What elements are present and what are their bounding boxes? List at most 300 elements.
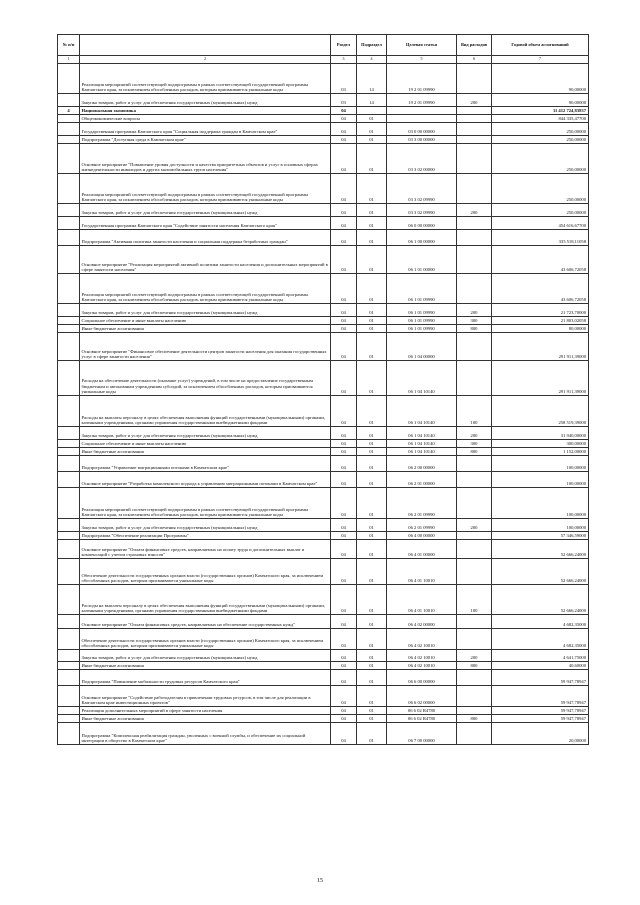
row-target-article: 06 1 01 09990 xyxy=(387,274,457,304)
row-expense-type xyxy=(457,246,492,274)
row-name: Иные бюджетные ассигнования xyxy=(80,448,331,456)
row-amount: 59 947,78947 xyxy=(492,715,589,723)
row-name: Реализация мероприятий соответствующей подпрограммы в рамках соответствующей государственной программы Камчатского края, за исключением обособленных расходов, которым присваиваются уникальные коды xyxy=(80,64,331,94)
row-number xyxy=(58,217,80,230)
column-index: 1 xyxy=(58,56,80,64)
row-target-article: 06 4 02 10010 xyxy=(387,629,457,650)
row-target-article xyxy=(387,107,457,115)
page-number: 15 xyxy=(317,878,323,884)
row-number xyxy=(58,670,80,686)
row-expense-type: 300 xyxy=(457,440,492,448)
row-podrazdel: 01 xyxy=(357,629,387,650)
row-razdel: 04 xyxy=(331,274,357,304)
row-target-article: 06 4 02 10010 xyxy=(387,650,457,662)
row-name: Обеспечение деятельности государственных органов власти (государственных органов) Камчатского края, за исключением обособленных расходов, которым присваиваются уникальные коды xyxy=(80,559,331,585)
row-target-article: 06 1 04 10140 xyxy=(387,361,457,396)
row-podrazdel: 01 xyxy=(357,274,387,304)
row-expense-type xyxy=(457,707,492,715)
row-number xyxy=(58,325,80,333)
table-row xyxy=(58,559,589,585)
table-row xyxy=(58,723,589,745)
table-row xyxy=(58,662,589,670)
row-number xyxy=(58,64,80,94)
row-podrazdel: 01 xyxy=(357,723,387,745)
row-razdel: 04 xyxy=(331,304,357,317)
row-target-article: 06 1 01 09990 xyxy=(387,304,457,317)
row-podrazdel: 01 xyxy=(357,246,387,274)
row-razdel: 04 xyxy=(331,333,357,361)
row-expense-type: 100 xyxy=(457,585,492,615)
row-name: Расходы на выплаты персоналу в целях обеспечения выполнения функций государственными (муниципальными) органами, казенными учреждениями, органами управления государственными внебюджетными фондами xyxy=(80,585,331,615)
row-target-article: 06 1 00 00000 xyxy=(387,230,457,246)
row-target-article: 06 2 01 00000 xyxy=(387,472,457,488)
row-podrazdel: 01 xyxy=(357,448,387,456)
row-target-article: 03 0 00 00000 xyxy=(387,123,457,136)
row-name: Закупка товаров, работ и услуг для обеспечения государственных (муниципальных) нужд xyxy=(80,204,331,217)
table-row xyxy=(58,174,589,204)
row-name: Обеспечение деятельности государственных органов власти (государственных органов) Камчатского края, за исключением обособленных расходов, которым присваиваются уникальные коды xyxy=(80,629,331,650)
row-podrazdel: 01 xyxy=(357,715,387,723)
row-amount: 291 911,39000 xyxy=(492,361,589,396)
row-razdel: 03 xyxy=(331,94,357,107)
table-row xyxy=(58,532,589,540)
column-index: 2 xyxy=(80,56,331,64)
row-podrazdel: 01 xyxy=(357,174,387,204)
row-podrazdel: 01 xyxy=(357,615,387,629)
row-amount: 20,00000 xyxy=(492,723,589,745)
row-number xyxy=(58,304,80,317)
row-amount: 57 346,59000 xyxy=(492,532,589,540)
row-number xyxy=(58,488,80,519)
row-amount: 4 682,35000 xyxy=(492,615,589,629)
row-number xyxy=(58,204,80,217)
row-expense-type xyxy=(457,472,492,488)
table-row xyxy=(58,472,589,488)
row-razdel: 04 xyxy=(331,519,357,532)
table-row xyxy=(58,361,589,396)
row-amount: 250,00000 xyxy=(492,123,589,136)
row-amount: 258 519,39000 xyxy=(492,396,589,427)
row-expense-type: 800 xyxy=(457,448,492,456)
row-podrazdel xyxy=(357,107,387,115)
row-expense-type xyxy=(457,488,492,519)
row-amount: 454 616,67700 xyxy=(492,217,589,230)
row-amount: 250,00000 xyxy=(492,136,589,144)
row-expense-type: 200 xyxy=(457,427,492,440)
row-podrazdel: 01 xyxy=(357,662,387,670)
row-expense-type xyxy=(457,230,492,246)
row-razdel: 04 xyxy=(331,217,357,230)
header-target-article: Целевая статья xyxy=(387,35,457,56)
row-amount: 291 911,39000 xyxy=(492,333,589,361)
row-razdel: 04 xyxy=(331,686,357,707)
row-name: Государственная программа Камчатского края "Содействие занятости населения Камчатского края" xyxy=(80,217,331,230)
row-expense-type: 200 xyxy=(457,650,492,662)
row-name: Основное мероприятие "Реализация мероприятий активной политики занятости населения и дополнительных мероприятий в сфере занятости населения" xyxy=(80,246,331,274)
row-name: Национальная экономика xyxy=(80,107,331,115)
table-row xyxy=(58,107,589,115)
row-number xyxy=(58,246,80,274)
row-name: Государственная программа Камчатского края "Социальная поддержка граждан в Камчатском крае" xyxy=(80,123,331,136)
row-expense-type xyxy=(457,64,492,94)
row-podrazdel: 01 xyxy=(357,585,387,615)
row-number xyxy=(58,540,80,559)
row-expense-type xyxy=(457,629,492,650)
row-podrazdel: 01 xyxy=(357,123,387,136)
row-podrazdel: 01 xyxy=(357,230,387,246)
row-number xyxy=(58,532,80,540)
table-row xyxy=(58,650,589,662)
row-razdel: 04 xyxy=(331,650,357,662)
row-podrazdel: 01 xyxy=(357,144,387,174)
row-amount: 59 947,78947 xyxy=(492,707,589,715)
row-amount: 90,00000 xyxy=(492,94,589,107)
row-amount: 250,00000 xyxy=(492,174,589,204)
row-target-article: 06 1 01 09990 xyxy=(387,325,457,333)
row-name: Иные бюджетные ассигнования xyxy=(80,715,331,723)
row-number xyxy=(58,723,80,745)
row-razdel: 04 xyxy=(331,472,357,488)
row-podrazdel: 01 xyxy=(357,396,387,427)
table-row xyxy=(58,246,589,274)
row-expense-type: 800 xyxy=(457,325,492,333)
row-number xyxy=(58,333,80,361)
budget-allocation-table xyxy=(57,34,589,745)
row-razdel: 04 xyxy=(331,448,357,456)
row-name: Расходы на обеспечение деятельности (оказание услуг) учреждений, в том числе на предоставление государственным бюджетным и автономным учреждениям субсидий, за исключением обособленных расходов, которым присваиваются уникальные коды xyxy=(80,361,331,396)
row-target-article: 06 1 04 10140 xyxy=(387,396,457,427)
row-amount: 4 641,75000 xyxy=(492,650,589,662)
row-podrazdel: 01 xyxy=(357,532,387,540)
table-row xyxy=(58,440,589,448)
table-row xyxy=(58,217,589,230)
row-target-article: 06 7 00 00000 xyxy=(387,723,457,745)
row-amount: 250,00000 xyxy=(492,144,589,174)
row-name: Общеэкономические вопросы xyxy=(80,115,331,123)
row-target-article: 03 3 02 09990 xyxy=(387,204,457,217)
column-index: 3 xyxy=(331,56,357,64)
table-row xyxy=(58,707,589,715)
row-target-article: 06 1 04 10140 xyxy=(387,448,457,456)
row-number xyxy=(58,317,80,325)
row-target-article: 03 3 00 00000 xyxy=(387,136,457,144)
row-podrazdel: 01 xyxy=(357,136,387,144)
table-row xyxy=(58,488,589,519)
row-expense-type xyxy=(457,217,492,230)
row-podrazdel: 01 xyxy=(357,559,387,585)
row-number xyxy=(58,396,80,427)
row-razdel: 04 xyxy=(331,123,357,136)
row-amount: 59 947,78947 xyxy=(492,670,589,686)
row-expense-type xyxy=(457,274,492,304)
row-expense-type: 800 xyxy=(457,715,492,723)
row-razdel: 04 xyxy=(331,670,357,686)
table-row xyxy=(58,230,589,246)
row-amount: 100,00000 xyxy=(492,456,589,472)
row-number xyxy=(58,662,80,670)
row-name: Основное мероприятие "Разработка комплексного подхода к управлению миграционными потоками в Камчатском крае" xyxy=(80,472,331,488)
row-number xyxy=(58,715,80,723)
column-index: 5 xyxy=(387,56,457,64)
row-name: Реализация дополнительных мероприятий в сфере занятости населения xyxy=(80,707,331,715)
table-row xyxy=(58,615,589,629)
row-podrazdel: 01 xyxy=(357,540,387,559)
row-target-article: 06 6 02 R4780 xyxy=(387,707,457,715)
row-amount: 43 606,72058 xyxy=(492,246,589,274)
row-razdel: 03 xyxy=(331,64,357,94)
row-expense-type xyxy=(457,144,492,174)
row-razdel: 04 xyxy=(331,488,357,519)
row-podrazdel: 01 xyxy=(357,217,387,230)
table-row xyxy=(58,396,589,427)
row-amount: 4 682,35000 xyxy=(492,629,589,650)
row-target-article: 06 1 01 09990 xyxy=(387,317,457,325)
header-expense-type: Вид расходов xyxy=(457,35,492,56)
row-amount: 52 666,24000 xyxy=(492,559,589,585)
table-row xyxy=(58,317,589,325)
row-expense-type xyxy=(457,615,492,629)
row-razdel: 04 xyxy=(331,585,357,615)
row-razdel: 04 xyxy=(331,317,357,325)
table-row xyxy=(58,304,589,317)
row-number xyxy=(58,650,80,662)
row-target-article: 06 4 00 00000 xyxy=(387,532,457,540)
row-number xyxy=(58,230,80,246)
row-target-article: 06 2 01 09990 xyxy=(387,519,457,532)
row-name: Основное мероприятие "Оплата финансовых средств, направляемых на обеспечение государственных нужд" xyxy=(80,615,331,629)
table-row xyxy=(58,115,589,123)
row-expense-type: 100 xyxy=(457,396,492,427)
row-razdel: 04 xyxy=(331,715,357,723)
row-amount: 1 152,00000 xyxy=(492,448,589,456)
row-amount: 52 666,24000 xyxy=(492,540,589,559)
row-name: Основное мероприятие "Оплата финансовых средств, направляемых на оплату труда и дополнительных выплат и компенсаций с учетом страховых взносов" xyxy=(80,540,331,559)
row-podrazdel: 01 xyxy=(357,333,387,361)
row-podrazdel: 14 xyxy=(357,64,387,94)
row-expense-type: 200 xyxy=(457,304,492,317)
row-razdel: 04 xyxy=(331,427,357,440)
row-amount: 40,60000 xyxy=(492,662,589,670)
row-amount: 250,00000 xyxy=(492,204,589,217)
row-podrazdel: 01 xyxy=(357,115,387,123)
row-amount: 300,00000 xyxy=(492,440,589,448)
row-podrazdel: 01 xyxy=(357,304,387,317)
row-amount: 90,00000 xyxy=(492,64,589,94)
row-expense-type xyxy=(457,136,492,144)
row-target-article: 06 4 01 10010 xyxy=(387,559,457,585)
row-expense-type xyxy=(457,686,492,707)
row-number xyxy=(58,456,80,472)
row-podrazdel: 01 xyxy=(357,519,387,532)
row-razdel: 04 xyxy=(331,325,357,333)
row-number xyxy=(58,123,80,136)
row-podrazdel: 01 xyxy=(357,488,387,519)
row-expense-type: 200 xyxy=(457,519,492,532)
row-expense-type: 800 xyxy=(457,662,492,670)
row-expense-type xyxy=(457,723,492,745)
row-target-article: 06 6 02 R4780 xyxy=(387,715,457,723)
table-row xyxy=(58,427,589,440)
table-row xyxy=(58,629,589,650)
table-row xyxy=(58,123,589,136)
row-name: Расходы на выплаты персоналу в целях обеспечения выполнения функций государственными (муниципальными) органами, казенными учреждениями, органами управления государственными внебюджетными фондами xyxy=(80,396,331,427)
row-amount: 31 940,00000 xyxy=(492,427,589,440)
row-target-article: 06 4 01 00000 xyxy=(387,540,457,559)
row-target-article: 06 1 04 00000 xyxy=(387,333,457,361)
column-index: 7 xyxy=(492,56,589,64)
row-podrazdel: 14 xyxy=(357,94,387,107)
row-amount: 100,00000 xyxy=(492,519,589,532)
row-number xyxy=(58,94,80,107)
row-name: Подпрограмма "Активная политика занятости населения и социальная поддержка безработных граждан" xyxy=(80,230,331,246)
row-name: Закупка товаров, работ и услуг для обеспечения государственных (муниципальных) нужд xyxy=(80,519,331,532)
row-target-article xyxy=(387,115,457,123)
row-podrazdel: 01 xyxy=(357,670,387,686)
table-row xyxy=(58,94,589,107)
budget-table-sheet xyxy=(57,34,588,745)
row-expense-type xyxy=(457,123,492,136)
row-number xyxy=(58,472,80,488)
row-razdel: 04 xyxy=(331,361,357,396)
table-row xyxy=(58,204,589,217)
column-index: 6 xyxy=(457,56,492,64)
row-target-article: 03 3 02 00000 xyxy=(387,144,457,174)
row-expense-type xyxy=(457,456,492,472)
row-amount: 43 606,72058 xyxy=(492,274,589,304)
row-razdel: 04 xyxy=(331,115,357,123)
row-razdel: 04 xyxy=(331,204,357,217)
row-podrazdel: 01 xyxy=(357,686,387,707)
row-name: Подпрограмма "Управление миграционными потоками в Камчатском крае" xyxy=(80,456,331,472)
row-number xyxy=(58,629,80,650)
row-razdel: 04 xyxy=(331,532,357,540)
row-target-article: 06 1 01 00000 xyxy=(387,246,457,274)
table-row xyxy=(58,64,589,94)
column-index: 4 xyxy=(357,56,387,64)
header-name xyxy=(80,35,331,56)
row-expense-type xyxy=(457,559,492,585)
row-podrazdel: 01 xyxy=(357,325,387,333)
row-podrazdel: 01 xyxy=(357,440,387,448)
row-name: Подпрограмма "Повышение мобильности трудовых ресурсов Камчатского края" xyxy=(80,670,331,686)
row-number xyxy=(58,585,80,615)
row-razdel: 04 xyxy=(331,174,357,204)
row-razdel: 04 xyxy=(331,723,357,745)
row-target-article: 06 4 02 00000 xyxy=(387,615,457,629)
row-razdel: 04 xyxy=(331,629,357,650)
row-razdel: 04 xyxy=(331,662,357,670)
row-name: Иные бюджетные ассигнования xyxy=(80,325,331,333)
row-target-article: 06 0 00 00000 xyxy=(387,217,457,230)
row-razdel: 04 xyxy=(331,559,357,585)
row-name: Реализация мероприятий соответствующей подпрограммы в рамках соответствующей государственной программы Камчатского края, за исключением обособленных расходов, которым присваиваются уникальные коды xyxy=(80,174,331,204)
row-number xyxy=(58,136,80,144)
row-name: Реализация мероприятий соответствующей подпрограммы в рамках соответствующей государственной программы Камчатского края, за исключением обособленных расходов, которым присваиваются уникальные коды xyxy=(80,274,331,304)
header-num: № п/п xyxy=(58,35,80,56)
row-target-article: 06 2 01 09990 xyxy=(387,488,457,519)
row-name: Социальное обеспечение и иные выплаты населению xyxy=(80,317,331,325)
row-podrazdel: 01 xyxy=(357,204,387,217)
row-target-article: 06 2 00 00000 xyxy=(387,456,457,472)
row-razdel: 04 xyxy=(331,230,357,246)
row-name: Социальное обеспечение и иные выплаты населению xyxy=(80,440,331,448)
row-expense-type: 200 xyxy=(457,204,492,217)
row-number xyxy=(58,440,80,448)
row-target-article: 19 2 01 09990 xyxy=(387,64,457,94)
row-name: Подпрограмма "Комплексная реабилитация граждан, уволенных с военной службы, и обеспечение их социальной интеграции в общество в Камчатском крае" xyxy=(80,723,331,745)
row-number xyxy=(58,519,80,532)
table-row xyxy=(58,715,589,723)
row-razdel: 04 xyxy=(331,615,357,629)
table-row xyxy=(58,519,589,532)
row-target-article: 06 1 04 10140 xyxy=(387,427,457,440)
row-expense-type xyxy=(457,333,492,361)
table-row xyxy=(58,448,589,456)
row-number xyxy=(58,686,80,707)
row-razdel: 04 xyxy=(331,440,357,448)
column-index-row xyxy=(58,56,589,64)
row-number: 4 xyxy=(58,107,80,115)
table-row xyxy=(58,686,589,707)
row-number xyxy=(58,361,80,396)
row-name: Основное мероприятие "Повышение уровня доступности и качества приоритетных объектов и услуг в основных сферах жизнедеятельности инвалидов и других маломобильных групп населения" xyxy=(80,144,331,174)
table-body xyxy=(58,64,589,745)
table-row xyxy=(58,670,589,686)
row-podrazdel: 01 xyxy=(357,456,387,472)
row-razdel: 04 xyxy=(331,107,357,115)
row-number xyxy=(58,144,80,174)
row-podrazdel: 01 xyxy=(357,317,387,325)
table-row xyxy=(58,540,589,559)
row-amount: 11 412 724,83837 xyxy=(492,107,589,115)
row-amount: 100,00000 xyxy=(492,472,589,488)
table-row xyxy=(58,585,589,615)
row-expense-type: 300 xyxy=(457,317,492,325)
row-number xyxy=(58,174,80,204)
row-expense-type xyxy=(457,107,492,115)
row-razdel: 04 xyxy=(331,136,357,144)
row-name: Подпрограмма "Доступная среда в Камчатском крае" xyxy=(80,136,331,144)
row-expense-type xyxy=(457,670,492,686)
row-number xyxy=(58,274,80,304)
row-razdel: 04 xyxy=(331,707,357,715)
row-number xyxy=(58,115,80,123)
row-name: Основное мероприятие "Финансовое обеспечение деятельности центров занятости населения для оказания государственных услуг в сфере занятости населения" xyxy=(80,333,331,361)
row-number xyxy=(58,427,80,440)
row-amount: 335 518,11058 xyxy=(492,230,589,246)
row-target-article: 19 2 01 09990 xyxy=(387,94,457,107)
row-target-article: 03 3 02 09990 xyxy=(387,174,457,204)
row-amount: 100,00000 xyxy=(492,488,589,519)
row-number xyxy=(58,559,80,585)
row-amount: 80,00000 xyxy=(492,325,589,333)
row-expense-type xyxy=(457,361,492,396)
row-name: Закупка товаров, работ и услуг для обеспечения государственных (муниципальных) нужд xyxy=(80,427,331,440)
row-number xyxy=(58,448,80,456)
row-name: Основное мероприятие "Содействие работодателям в привлечении трудовых ресурсов, в том числе для реализации в Камчатском крае инвестиционных проектов" xyxy=(80,686,331,707)
row-razdel: 04 xyxy=(331,246,357,274)
table-row xyxy=(58,144,589,174)
row-podrazdel: 01 xyxy=(357,650,387,662)
row-razdel: 04 xyxy=(331,144,357,174)
row-expense-type xyxy=(457,115,492,123)
row-name: Реализация мероприятий соответствующей подпрограммы в рамках соответствующей государственной программы Камчатского края, за исключением обособленных расходов, которым присваиваются уникальные коды xyxy=(80,488,331,519)
row-podrazdel: 01 xyxy=(357,427,387,440)
row-amount: 844 335,47700 xyxy=(492,115,589,123)
row-razdel: 04 xyxy=(331,540,357,559)
row-amount: 21 803,02058 xyxy=(492,317,589,325)
row-expense-type: 200 xyxy=(457,94,492,107)
